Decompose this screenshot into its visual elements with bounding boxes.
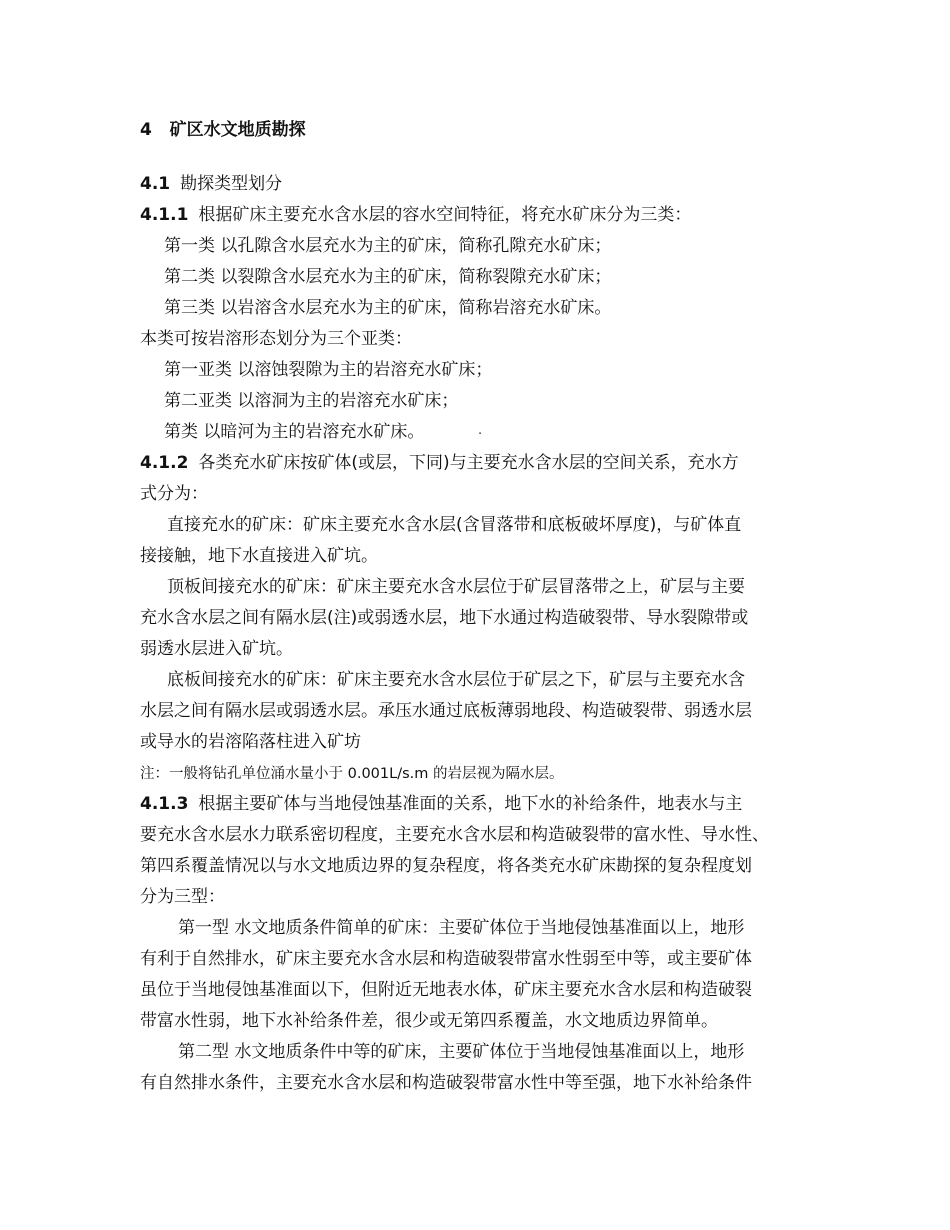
clause-4-1-1 [140, 203, 691, 227]
paragraph-line: 要充水含水层水力联系密切程度，主要充水含水层和构造破裂带的富水性、导水性、 [140, 825, 769, 845]
clause-4-1-3 [140, 792, 742, 816]
subclass-intro: 本类可按岩溶形态划分为三个亚类： [140, 329, 412, 349]
clause-text: 根据矿床主要充水含水层的容水空间特征，将充水矿床分为三类： [198, 205, 692, 225]
class-item: 第三类 以岩溶含水层充水为主的矿床，简称岩溶充水矿床。 [164, 298, 612, 318]
subclass-item: 第二亚类 以溶洞为主的岩溶充水矿床； [164, 391, 459, 411]
paragraph-line: 接接触，地下水直接进入矿坑。 [140, 546, 378, 566]
clause-text: 根据主要矿体与当地侵蚀基准面的关系，地下水的补给条件，地表水与主 [198, 794, 743, 814]
paragraph-line: 第一型 水文地质条件简单的矿床：主要矿体位于当地侵蚀基准面以上，地形 [178, 918, 745, 938]
section-heading [140, 118, 306, 142]
paragraph-line: 有利于自然排水，矿床主要充水含水层和构造破裂带富水性弱至中等，或主要矿体 [140, 949, 752, 969]
clause-number: 4.1.2 [140, 453, 189, 473]
paragraph-line: 弱透水层进入矿坑。 [140, 639, 293, 659]
section-title: 矿区水文地质勘探 [169, 120, 306, 140]
paragraph-line: 充水含水层之间有隔水层(注)或弱透水层，地下水通过构造破裂带、导水裂隙带或 [140, 608, 749, 628]
subclass-item: 第类 以暗河为主的岩溶充水矿床。 [164, 422, 425, 442]
subsection-heading [140, 172, 282, 196]
paragraph-line: 有自然排水条件，主要充水含水层和构造破裂带富水性中等至强，地下水补给条件 [140, 1073, 752, 1093]
clause-number: 4.1.1 [140, 205, 189, 225]
subclass-item: 第一亚类 以溶蚀裂隙为主的岩溶充水矿床； [164, 360, 493, 380]
paragraph-line: 第二型 水文地质条件中等的矿床，主要矿体位于当地侵蚀基准面以上，地形 [178, 1042, 745, 1062]
clause-4-1-2 [140, 451, 739, 475]
paragraph-line: 分为三型： [140, 887, 225, 907]
class-item: 第二类 以裂隙含水层充水为主的矿床，简称裂隙充水矿床； [164, 267, 612, 287]
paragraph-line: 第四系覆盖情况以与水文地质边界的复杂程度，将各类充水矿床勘探的复杂程度划 [140, 856, 752, 876]
clause-number: 4.1.3 [140, 794, 189, 814]
paragraph-line: 底板间接充水的矿床：矿床主要充水含水层位于矿层之下，矿层与主要充水含 [167, 670, 745, 690]
stray-mark: · [478, 427, 483, 442]
subsection-number: 4.1 [140, 174, 171, 194]
paragraph-line: 式分为： [140, 484, 208, 504]
class-item: 第一类 以孔隙含水层充水为主的矿床，简称孔隙充水矿床； [164, 236, 612, 256]
subsection-title: 勘探类型划分 [180, 174, 283, 194]
clause-text: 各类充水矿床按矿体(或层，下同)与主要充水含水层的空间关系，充水方 [198, 453, 739, 473]
paragraph-line: 或导水的岩溶陷落柱进入矿坊 [140, 732, 361, 752]
footnote: 注：一般将钻孔单位涌水量小于 0.001L/s.m 的岩层视为隔水层。 [140, 766, 564, 782]
paragraph-line: 虽位于当地侵蚀基准面以下，但附近无地表水体，矿床主要充水含水层和构造破裂 [140, 980, 752, 1000]
section-number: 4 [140, 120, 152, 140]
paragraph-line: 顶板间接充水的矿床：矿床主要充水含水层位于矿层冒落带之上，矿层与主要 [167, 577, 745, 597]
paragraph-line: 直接充水的矿床：矿床主要充水含水层(含冒落带和底板破坏厚度)，与矿体直 [167, 515, 742, 535]
paragraph-line: 水层之间有隔水层或弱透水层。承压水通过底板薄弱地段、构造破裂带、弱透水层 [140, 701, 752, 721]
paragraph-line: 带富水性弱，地下水补给条件差，很少或无第四系覆盖，水文地质边界简单。 [140, 1011, 718, 1031]
